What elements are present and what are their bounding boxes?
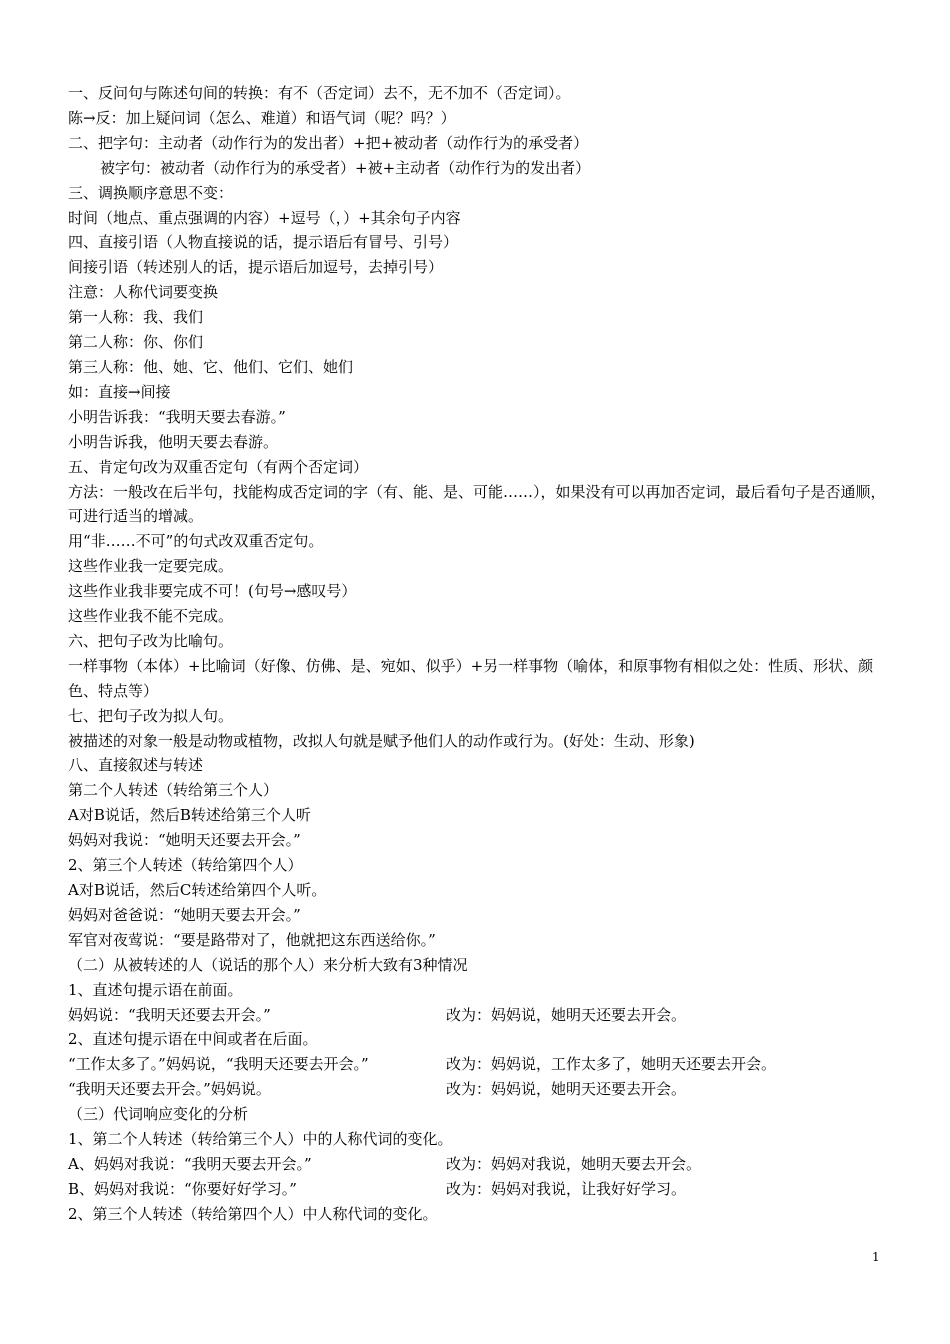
- text-line: 三、调换顺序意思不变：: [68, 183, 234, 202]
- text-line: 时间（地点、重点强调的内容）+逗号（，）+其余句子内容: [68, 208, 461, 227]
- text-line: 注意：人称代词要变换: [68, 283, 219, 302]
- text-line: 这些作业我一定要完成。: [68, 557, 234, 576]
- text-line: 2、直述句提示语在中间或者在后面。: [68, 1030, 318, 1049]
- example-original: “工作太多了。”妈妈说，“我明天还要去开会。”: [68, 1055, 369, 1074]
- example-rewrite: 改为：妈妈说，她明天还要去开会。: [446, 1005, 687, 1024]
- text-line: （三）代词响应变化的分析: [68, 1105, 249, 1124]
- example-original: 妈妈说：“我明天还要去开会。”: [68, 1005, 271, 1024]
- text-line: 第二人称：你、你们: [68, 333, 204, 352]
- text-line: 被字句：被动者（动作行为的承受者）+被+主动者（动作行为的发出者）: [100, 158, 591, 177]
- example-original: B、妈妈对我说：“你要好好学习。”: [68, 1179, 297, 1198]
- text-line: 如：直接→间接: [68, 382, 171, 401]
- text-line: 六、把句子改为比喻句。: [68, 631, 234, 650]
- text-line: 1、直述句提示语在前面。: [68, 980, 243, 999]
- text-line: 小明告诉我，他明天要去春游。: [68, 432, 279, 451]
- example-rewrite: 改为：妈妈对我说，她明天要去开会。: [446, 1154, 702, 1173]
- page-number: 1: [872, 1250, 880, 1264]
- text-line: 间接引语（转述别人的话，提示语后加逗号，去掉引号）: [68, 258, 444, 277]
- example-rewrite: 改为：妈妈说，工作太多了，她明天还要去开会。: [446, 1055, 777, 1074]
- text-line: 一、反问句与陈述句间的转换：有不（否定词）去不，无不加不（否定词）。: [68, 84, 571, 102]
- text-line: A对B说话，然后C转述给第四个人听。: [68, 881, 327, 899]
- text-line: A对B说话，然后B转述给第三个人听: [68, 806, 311, 825]
- text-line: 用“非……不可”的句式改双重否定句。: [68, 532, 324, 551]
- text-line: 妈妈对我说：“她明天还要去开会。”: [68, 831, 301, 850]
- text-line: 这些作业我不能不完成。: [68, 607, 234, 626]
- text-line: 1、第二个人转述（转给第三个人）中的人称代词的变化。: [68, 1130, 453, 1149]
- text-line: 军官对夜莺说：“要是路带对了，他就把这东西送给你。”: [68, 930, 436, 949]
- text-line: 被描述的对象一般是动物或植物，改拟人句就是赋予他们人的动作或行为。(好处：生动、形象): [68, 731, 695, 750]
- example-original: “我明天还要去开会。”妈妈说。: [68, 1080, 271, 1099]
- text-line: 四、直接引语（人物直接说的话，提示语后有冒号、引号）: [68, 233, 459, 252]
- document-body: [68, 81, 888, 1227]
- example-row: [68, 1177, 888, 1202]
- text-paragraph: 一样事物（本体）+比喻词（好像、仿佛、是、宛如、似乎）+另一样事物（喻体，和原事物有相似之处：性质、形状、颜色、特点等）: [68, 656, 874, 700]
- text-line: 妈妈对爸爸说：“她明天要去开会。”: [68, 905, 301, 924]
- text-line: 五、肯定句改为双重否定句（有两个否定词）: [68, 457, 369, 476]
- text-line: 七、把句子改为拟人句。: [68, 706, 234, 725]
- text-line: 第三人称：他、她、它、他们、它们、她们: [68, 357, 354, 376]
- example-rewrite: 改为：妈妈说，她明天还要去开会。: [446, 1080, 687, 1099]
- text-paragraph: 方法：一般改在后半句，找能构成否定词的字（有、能、是、可能……），如果没有可以再加否定词，最后看句子是否通顺，可进行适当的增减。: [68, 482, 886, 526]
- example-original: A、妈妈对我说：“我明天要去开会。”: [68, 1154, 312, 1173]
- text-line: 八、直接叙述与转述: [68, 756, 204, 775]
- text-line: 2、第三个人转述（转给第四个人）: [68, 856, 303, 875]
- text-line: 二、把字句：主动者（动作行为的发出者）+把+被动者（动作行为的承受者）: [68, 133, 589, 152]
- text-line: （二）从被转述的人（说话的那个人）来分析大致有3种情况: [68, 955, 468, 974]
- text-line: 陈→反：加上疑问词（怎么、难道）和语气词（呢？吗？）: [68, 108, 456, 127]
- text-line: 第二个人转述（转给第三个人）: [68, 781, 279, 800]
- text-line: 2、第三个人转述（转给第四个人）中人称代词的变化。: [68, 1204, 438, 1223]
- text-line: 这些作业我非要完成不可！(句号→感叹号）: [68, 582, 357, 601]
- text-line: 小明告诉我：“我明天要去春游。”: [68, 407, 286, 426]
- example-row: [68, 1003, 888, 1028]
- example-row: [68, 1152, 888, 1177]
- example-row: [68, 1052, 888, 1077]
- example-rewrite: 改为：妈妈对我说，让我好好学习。: [446, 1179, 687, 1198]
- text-line: 第一人称：我、我们: [68, 308, 204, 327]
- example-row: [68, 1077, 888, 1102]
